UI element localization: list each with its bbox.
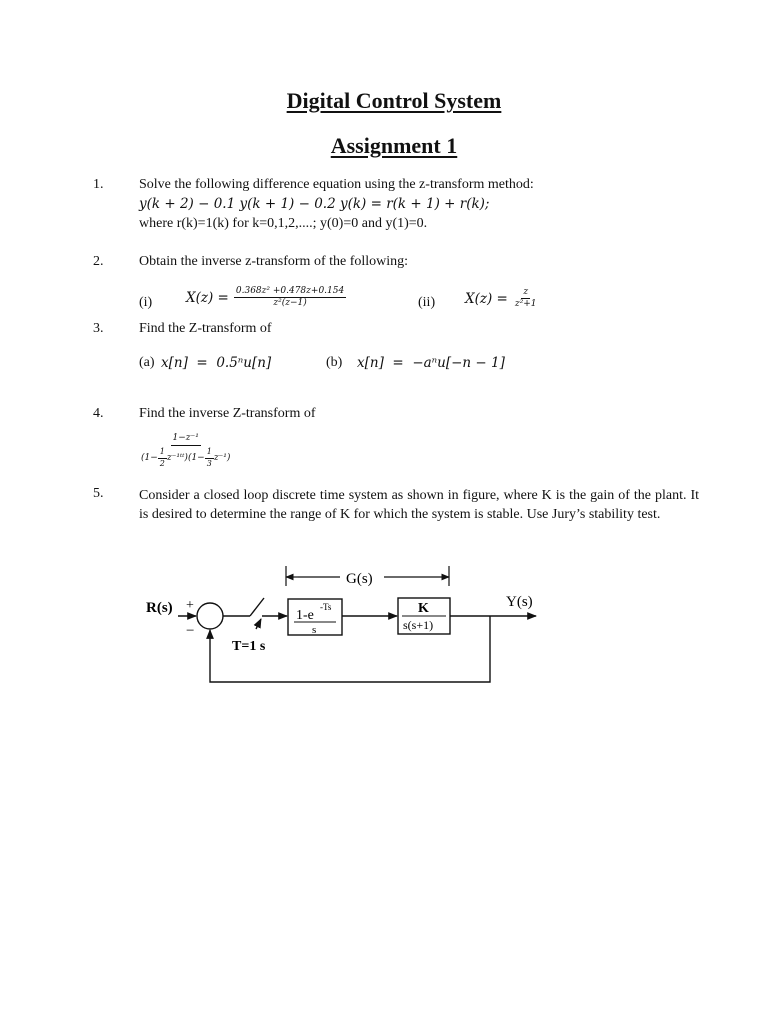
question-4-text: Find the inverse Z-transform of [139,406,316,421]
question-4-factor-b-close: z⁻¹) [213,452,231,463]
output-label: Y(s) [506,594,533,610]
question-2-number: 2. [93,254,104,269]
question-4-number: 4. [93,406,104,421]
plant-numerator: K [418,601,429,616]
question-2-part-ii-fraction [513,288,539,310]
question-4-numerator: 1−z⁻¹ [171,434,201,446]
zoh-numerator: 1-e [296,608,314,623]
question-4-factor-a-coefficient-den: 2 [159,458,165,468]
question-4-denominator [139,446,232,468]
question-4-expression [139,434,232,468]
question-2-part-ii-numerator: z [521,288,530,299]
question-2-part-i-label: (i) [139,295,153,310]
zoh-exponent: -Ts [320,602,332,612]
summing-junction [197,603,223,629]
question-2-part-i-numerator: 0.368z² +0.478z+0.154 [234,287,346,298]
question-3-part-b-label: (b) [326,355,343,370]
question-1-number: 1. [93,177,104,192]
question-4-factor-b-coefficient [205,448,214,468]
input-label: R(s) [146,600,173,616]
question-4-fraction [139,434,232,468]
question-2-part-ii-lhs: X(z) = [465,290,508,307]
question-1-equation: y(k + 2) − 0.1 y(k + 1) − 0.2 y(k) = r(k + 1) + r(k); [139,196,490,212]
sampler-label: T=1 s [232,639,266,654]
question-2-part-ii-denominator: z²+1 [514,299,537,310]
question-3-part-a-label: (a) [139,355,155,370]
question-4-factor-a-open: (1− [141,452,158,463]
document-title: Digital Control System [286,88,502,113]
question-2-text: Obtain the inverse z-transform of the following: [139,254,409,269]
minus-sign: − [186,623,195,639]
question-4-factor-a-close: z⁻¹ᵗᵗ) [166,452,188,463]
question-5-text: Consider a closed loop discrete time system as shown in figure, where K is the gain of the plant. It is desired to determine the range of K for which the system is stable. Use Jury’s stability test. [139,488,699,522]
question-4-factor-b-open: (1− [187,452,205,463]
question-4-factor-b-coefficient-num: 1 [205,448,214,458]
question-2-part-i-denominator: z²(z−1) [273,298,307,309]
question-4-factor-a-coefficient-num: 1 [158,448,167,458]
question-2-part-ii-expression [465,288,539,310]
question-2-part-i-fraction [234,287,346,309]
question-2-part-i-expression [186,287,346,309]
question-3-number: 3. [93,321,104,336]
plant-denominator: s(s+1) [403,618,434,632]
question-3-part-a-expression: x[n] = 0.5ⁿu[n] [161,355,272,371]
block-diagram [0,555,768,695]
assignment-heading: Assignment 1 [330,133,458,158]
question-1-text: Solve the following difference equation using the z-transform method: [139,177,534,192]
sampler-switch [250,598,264,616]
question-4-factor-b-coefficient-den: 3 [206,458,212,468]
question-3-text: Find the Z-transform of [139,321,272,336]
sampler-marker [256,619,261,629]
question-2-part-i-lhs: X(z) = [186,289,229,306]
question-2-part-ii-label: (ii) [418,295,436,310]
question-1-condition: where r(k)=1(k) for k=0,1,2,....; y(0)=0 and y(1)=0. [139,216,428,231]
question-5-number: 5. [93,486,104,501]
question-3-part-b-expression: x[n] = −aⁿu[−n − 1] [357,355,505,371]
question-4-factor-a-coefficient [158,448,167,468]
plus-sign: + [186,598,194,613]
zoh-denominator: s [312,624,317,636]
g-label: G(s) [346,571,373,587]
